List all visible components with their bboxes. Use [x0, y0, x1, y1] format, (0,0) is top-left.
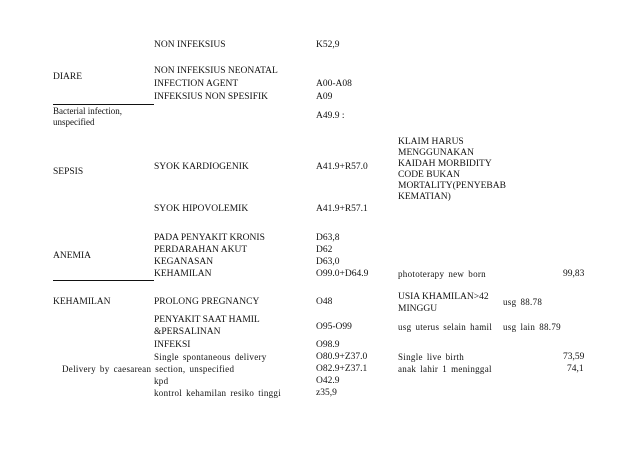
code-a41-r57-1: A41.9+R57.1 — [316, 204, 368, 214]
code-o99-d64: O99.0+D64.9 — [316, 269, 369, 279]
note-usia-line2: MINGGU — [398, 304, 438, 314]
value-73-59: 73,59 — [563, 352, 585, 362]
note-usg-uterus: usg uterus selain hamil — [398, 322, 493, 332]
bacterial-label-line1: Bacterial infection, — [53, 106, 122, 116]
note-phototerapy: phototerapy new born — [398, 269, 486, 279]
note-usia-line1: USIA KHAMILAN>42 — [398, 292, 489, 302]
code-d62: D62 — [316, 245, 333, 255]
value-74-1: 74,1 — [567, 364, 584, 374]
condition-syok-hipovolemik: SYOK HIPOVOLEMIK — [154, 204, 249, 214]
code-a49: A49.9 : — [316, 111, 345, 121]
sepsis-note-line1: KLAIM HARUS — [398, 137, 464, 147]
code-o42-9: O42.9 — [316, 376, 340, 386]
condition-neonatal-line2: INFECTION AGENT — [154, 79, 239, 89]
condition-pada-penyakit-kronis: PADA PENYAKIT KRONIS — [154, 233, 265, 243]
category-kehamilan: KEHAMILAN — [53, 297, 111, 307]
code-d63-8: D63,8 — [316, 233, 340, 243]
condition-kontrol-kehamilan: kontrol kehamilan resiko tinggi — [154, 388, 282, 398]
condition-single-spontaneous: Single spontaneous delivery — [154, 352, 267, 362]
condition-prolong-pregnancy: PROLONG PREGNANCY — [154, 297, 260, 307]
condition-neonatal-line1: NON INFEKSIUS NEONATAL — [154, 66, 278, 76]
divider-anemia — [53, 280, 154, 281]
condition-keganasan: KEGANASAN — [154, 257, 214, 267]
code-k52: K52,9 — [316, 40, 340, 50]
caesarean-label: Delivery by caesarean section, unspecified — [62, 364, 235, 374]
value-99-83: 99,83 — [563, 269, 585, 279]
condition-infeksius-non-spesifik: INFEKSIUS NON SPESIFIK — [154, 92, 269, 102]
note-usg-88-78: usg 88.78 — [503, 297, 543, 307]
condition-penyakit-saat-hamil-line2: &PERSALINAN — [154, 327, 221, 337]
condition-syok-kardiogenik: SYOK KARDIOGENIK — [154, 162, 249, 172]
code-o80-z37-0: O80.9+Z37.0 — [316, 352, 368, 362]
code-a00-a08: A00-A08 — [316, 79, 352, 89]
code-a09: A09 — [316, 92, 333, 102]
condition-perdarahan-akut: PERDARAHAN AKUT — [154, 245, 248, 255]
condition-kpd: kpd — [154, 376, 169, 386]
note-usg-lain: usg lain 88.79 — [503, 322, 561, 332]
code-o95-o99: O95-O99 — [316, 322, 352, 332]
sepsis-note-line2: MENGGUNAKAN — [398, 148, 474, 158]
condition-non-infeksius: NON INFEKSIUS — [154, 40, 226, 50]
condition-penyakit-saat-hamil-line1: PENYAKIT SAAT HAMIL — [154, 315, 260, 325]
condition-infeksi: INFEKSI — [154, 340, 191, 350]
category-diare: DIARE — [53, 72, 83, 82]
sepsis-note-line3: KAIDAH MORBIDITY — [398, 159, 492, 169]
sepsis-note-line4: CODE BUKAN — [398, 170, 461, 180]
sepsis-note-line6: KEMATIAN) — [398, 192, 451, 202]
bacterial-label-line2: unspecified — [53, 117, 95, 127]
code-o98-9: O98.9 — [316, 340, 340, 350]
code-z35-9: z35,9 — [316, 388, 337, 398]
code-d63-0: D63,0 — [316, 257, 340, 267]
note-single-live-birth: Single live birth — [398, 352, 465, 362]
code-o82-z37-1: O82.9+Z37.1 — [316, 364, 368, 374]
code-a41-r57-0: A41.9+R57.0 — [316, 162, 368, 172]
category-anemia: ANEMIA — [53, 251, 91, 261]
condition-kehamilan: KEHAMILAN — [154, 269, 212, 279]
category-sepsis: SEPSIS — [53, 167, 84, 177]
sepsis-note-line5: MORTALITY(PENYEBAB — [398, 181, 506, 191]
code-o48: O48 — [316, 297, 333, 307]
note-anak-lahir: anak lahir 1 meninggal — [398, 364, 492, 374]
divider-diare — [53, 104, 154, 105]
